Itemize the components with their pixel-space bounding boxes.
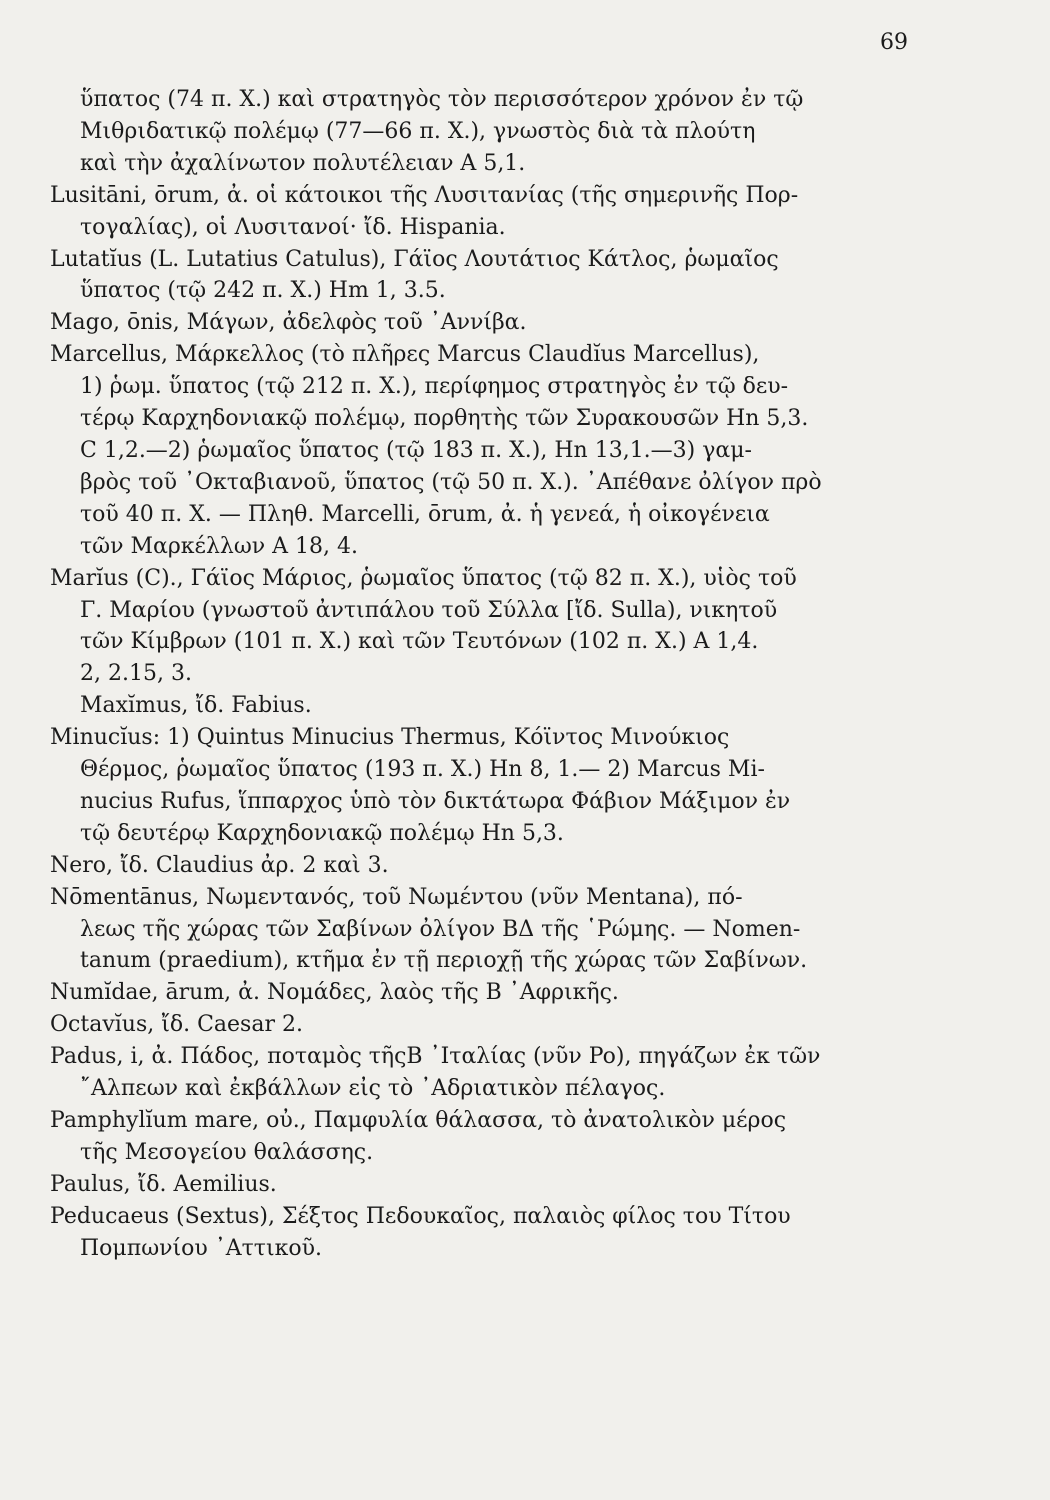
dictionary-entry: [50, 1009, 914, 1041]
entry-continuation-line: Θέρμος, ῥωμαῖος ὕπατος (193 π. Χ.) Hn 8, 1.— 2) Marcus Mi-: [80, 757, 765, 783]
dictionary-entry: [50, 722, 914, 850]
dictionary-entry: [50, 690, 914, 722]
entry-continuation-line: τῆς Μεσογείου θαλάσσης.: [80, 1139, 374, 1165]
dictionary-entry: [50, 882, 914, 978]
entry-headline: Numĭdae, ārum, ἀ. Νομάδες, λαὸς τῆς Β ᾿Αφρικῆς.: [50, 980, 619, 1006]
entry-headline: Paulus, ἴδ. Aemilius.: [50, 1171, 277, 1197]
entry-headline: Nero, ἴδ. Claudius ἀρ. 2 καὶ 3.: [50, 852, 389, 878]
entry-continuation-line: ὕπατος (τῷ 242 π. Χ.) Hm 1, 3.5.: [80, 278, 446, 304]
page-number: 69: [880, 30, 908, 55]
entry-continuation-line: τέρῳ Καρχηδονιακῷ πολέμῳ, πορθητὴς τῶν Συρακουσῶν Hn 5,3.: [80, 406, 809, 432]
entry-continuation-line: λεως τῆς χώρας τῶν Σαβίνων ὀλίγον ΒΔ τῆς ῾Ρώμης. — Nomen-: [80, 916, 801, 942]
entry-continuation-line: τῶν Μαρκέλλων Α 18, 4.: [80, 533, 358, 559]
dictionary-entry: [50, 1105, 914, 1169]
entry-headline: Lusitāni, ōrum, ἀ. οἱ κάτοικοι τῆς Λυσιτανίας (τῆς σημερινῆς Πορ-: [50, 182, 799, 208]
entry-continuation-line: 2, 2.15, 3.: [80, 661, 192, 687]
entry-continuation-line: καὶ τὴν ἀχαλίνωτον πολυτέλειαν Α 5,1.: [80, 150, 526, 176]
entry-continuation-line: ῎Αλπεων καὶ ἐκβάλλων εἰς τὸ ᾿Αδριατικὸν πέλαγος.: [80, 1076, 666, 1102]
entry-headline: Marĭus (C)., Γάϊος Μάριος, ῥωμαῖος ὕπατος (τῷ 82 π. Χ.), υἱὸς τοῦ: [50, 565, 797, 591]
dictionary-column: [50, 84, 914, 1265]
entry-headline: Octavĭus, ἴδ. Caesar 2.: [50, 1012, 303, 1038]
dictionary-entry: [50, 1041, 914, 1105]
entry-headline: Mago, ōnis, Μάγων, ἀδελφὸς τοῦ ᾿Αννίβα.: [50, 310, 527, 336]
entry-continuation-line: Μιθριδατικῷ πολέμῳ (77—66 π. Χ.), γνωστὸς διὰ τὰ πλούτη: [80, 118, 756, 144]
entry-headline: Minucĭus: 1) Quintus Minucius Thermus, Κόϊντος Μινούκιος: [50, 725, 730, 751]
entry-headline: Marcellus, Μάρκελλος (τὸ πλῆρες Marcus Claudĭus Marcellus),: [50, 342, 760, 368]
entry-headline: Maxĭmus, ἴδ. Fabius.: [80, 693, 312, 719]
dictionary-entry: [50, 977, 914, 1009]
entry-headline: Lutatĭus (L. Lutatius Catulus), Γάϊος Λουτάτιος Κάτλος, ῥωμαῖος: [50, 246, 779, 272]
entry-continuation-line: Γ. Μαρίου (γνωστοῦ ἀντιπάλου τοῦ Σύλλα [ἴδ. Sulla), νικητοῦ: [80, 597, 778, 623]
entry-headline: Peducaeus (Sextus), Σέξτος Πεδουκαῖος, παλαιὸς φίλος του Τίτου: [50, 1203, 791, 1229]
entry-continuation-line: nucius Rufus, ἵππαρχος ὑπὸ τὸν δικτάτωρα Φάβιον Μάξιμον ἐν: [80, 788, 791, 814]
dictionary-entry: [50, 307, 914, 339]
dictionary-entry: [50, 244, 914, 308]
entry-headline: ὕπατος (74 π. Χ.) καὶ στρατηγὸς τὸν περισσότερον χρόνον ἐν τῷ: [80, 87, 804, 112]
dictionary-entry: [50, 850, 914, 882]
entry-continuation-line: τῷ δευτέρῳ Καρχηδονιακῷ πολέμῳ Hn 5,3.: [80, 820, 564, 846]
entry-continuation-line: 1) ῥωμ. ὕπατος (τῷ 212 π. Χ.), περίφημος στρατηγὸς ἐν τῷ δευ-: [80, 374, 789, 400]
entry-continuation-line: tanum (praedium), κτῆμα ἐν τῇ περιοχῇ τῆς χώρας τῶν Σαβίνων.: [80, 948, 808, 974]
entry-continuation-line: C 1,2.—2) ῥωμαῖος ὕπατος (τῷ 183 π. Χ.), Hn 13,1.—3) γαμ-: [80, 437, 752, 463]
entry-headline: Padus, i, ἀ. Πάδος, ποταμὸς τῆςΒ ᾿Ιταλίας (νῦν Po), πηγάζων ἐκ τῶν: [50, 1044, 821, 1070]
entry-headline: Pamphylĭum mare, οὐ., Παμφυλία θάλασσα, τὸ ἀνατολικὸν μέρος: [50, 1108, 787, 1133]
entry-continuation-line: τοῦ 40 π. Χ. — Πληθ. Marcelli, ōrum, ἀ. ἡ γενεά, ἡ οἰκογένεια: [80, 501, 770, 527]
entry-continuation-line: βρὸς τοῦ ᾿Οκταβιανοῦ, ὕπατος (τῷ 50 π. Χ.). ᾿Απέθανε ὀλίγον πρὸ: [80, 469, 822, 495]
dictionary-entry: [50, 1169, 914, 1201]
entry-continuation-line: Πομπωνίου ᾿Αττικοῦ.: [80, 1235, 322, 1261]
dictionary-entry: [50, 84, 914, 180]
entry-headline: Nōmentānus, Νωμεντανός, τοῦ Νωμέντου (νῦν Mentana), πό-: [50, 884, 743, 910]
dictionary-entry: [50, 180, 914, 244]
entry-continuation-line: τῶν Κίμβρων (101 π. Χ.) καὶ τῶν Τευτόνων (102 π. Χ.) Α 1,4.: [80, 629, 759, 655]
dictionary-entry: [50, 1201, 914, 1265]
dictionary-entry: [50, 563, 914, 691]
dictionary-entry: [50, 339, 914, 562]
entry-continuation-line: τογαλίας), οἱ Λυσιτανοί· ἴδ. Hispania.: [80, 214, 506, 240]
